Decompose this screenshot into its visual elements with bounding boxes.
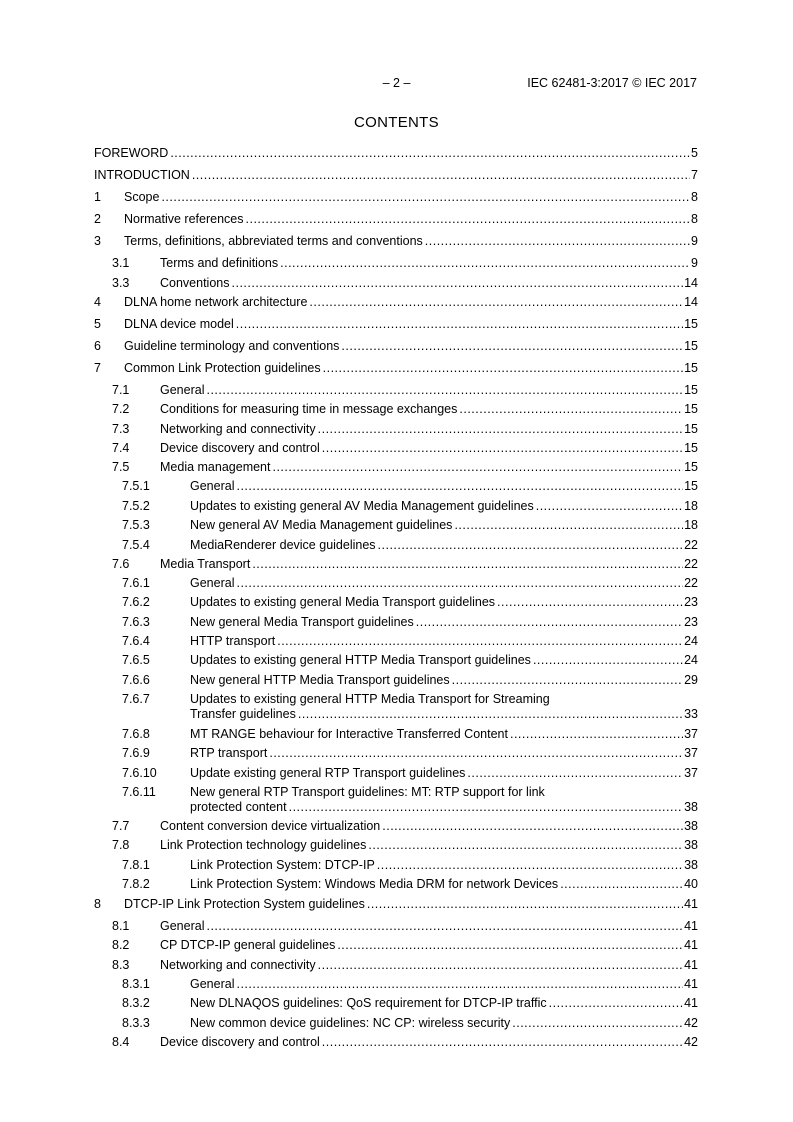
toc-entry-page: 9 bbox=[691, 234, 698, 248]
toc-entry-title: Networking and connectivity bbox=[160, 958, 316, 972]
toc-entry[interactable] bbox=[94, 460, 698, 475]
toc-entry-title: New common device guidelines: NC CP: wireless security bbox=[190, 1016, 511, 1030]
toc-entry-page: 8 bbox=[691, 212, 698, 226]
toc-entry[interactable] bbox=[94, 276, 698, 291]
toc-entry[interactable] bbox=[94, 422, 698, 437]
dot-leader bbox=[206, 383, 683, 398]
dot-leader bbox=[280, 256, 690, 271]
toc-entry-page: 41 bbox=[684, 996, 698, 1010]
toc-entry-title: DTCP-IP Link Protection System guidelines bbox=[124, 897, 365, 911]
dot-leader bbox=[368, 838, 683, 853]
toc-entry-number: 8.3.3 bbox=[122, 1016, 150, 1030]
toc-entry-title: General bbox=[160, 919, 205, 933]
toc-entry-title: General bbox=[190, 977, 235, 991]
toc-entry[interactable] bbox=[94, 858, 698, 873]
dot-leader bbox=[549, 996, 683, 1011]
toc-entry-page: 15 bbox=[684, 402, 698, 416]
toc-entry-title: MT RANGE behaviour for Interactive Transferred Content bbox=[190, 727, 508, 741]
toc-entry-number: 7.6.3 bbox=[122, 615, 150, 629]
dot-leader bbox=[416, 615, 683, 630]
standard-reference: IEC 62481-3:2017 © IEC 2017 bbox=[527, 76, 697, 90]
dot-leader bbox=[272, 460, 683, 475]
toc-entry-number: 3 bbox=[94, 234, 101, 248]
toc-entry[interactable] bbox=[94, 146, 698, 161]
toc-entry-title-line: New general RTP Transport guidelines: MT: RTP support for link bbox=[190, 785, 545, 799]
toc-entry-page: 41 bbox=[684, 919, 698, 933]
dot-leader bbox=[322, 441, 683, 456]
toc-entry-number: 8.4 bbox=[112, 1035, 130, 1049]
dot-leader bbox=[341, 339, 683, 354]
toc-entry[interactable] bbox=[94, 673, 698, 688]
toc-entry-number: 7.6.1 bbox=[122, 576, 150, 590]
toc-entry[interactable] bbox=[94, 383, 698, 398]
dot-leader bbox=[269, 746, 683, 761]
toc-entry[interactable] bbox=[94, 958, 698, 973]
toc-entry-page: 38 bbox=[684, 858, 698, 872]
toc-entry-page: 15 bbox=[684, 422, 698, 436]
toc-entry-number: 7.8.2 bbox=[122, 877, 150, 891]
toc-entry-title: HTTP transport bbox=[190, 634, 276, 648]
toc-entry-page: 38 bbox=[684, 800, 698, 814]
dot-leader bbox=[236, 977, 683, 992]
dot-leader bbox=[298, 707, 683, 722]
toc-entry[interactable] bbox=[94, 499, 698, 514]
toc-entry-number: 1 bbox=[94, 190, 101, 204]
toc-entry-title: General bbox=[190, 576, 235, 590]
toc-entry[interactable] bbox=[94, 168, 698, 183]
toc-entry-title: New DLNAQOS guidelines: QoS requirement for DTCP-IP traffic bbox=[190, 996, 547, 1010]
toc-entry-number: 7.8 bbox=[112, 838, 130, 852]
toc-entry-title: Scope bbox=[124, 190, 160, 204]
dot-leader bbox=[318, 958, 683, 973]
toc-entry-number: 7.5.3 bbox=[122, 518, 150, 532]
toc-entry-number: 7 bbox=[94, 361, 101, 375]
dot-leader bbox=[467, 766, 683, 781]
toc-entry-page: 29 bbox=[684, 673, 698, 687]
dot-leader bbox=[337, 938, 683, 953]
toc-entry-page: 22 bbox=[684, 538, 698, 552]
toc-entry-number: 7.3 bbox=[112, 422, 130, 436]
toc-entry-title: Link Protection System: DTCP-IP bbox=[190, 858, 375, 872]
toc-entry[interactable] bbox=[94, 977, 698, 992]
toc-entry-page: 22 bbox=[684, 576, 698, 590]
toc-entry-title: CP DTCP-IP general guidelines bbox=[160, 938, 336, 952]
toc-entry-title: Terms and definitions bbox=[160, 256, 279, 270]
toc-entry[interactable] bbox=[94, 256, 698, 271]
toc-entry-title: Media management bbox=[160, 460, 271, 474]
toc-entry[interactable] bbox=[94, 653, 698, 668]
dot-leader bbox=[206, 919, 683, 934]
toc-entry-number: 7.6.5 bbox=[122, 653, 150, 667]
toc-entry[interactable] bbox=[94, 938, 698, 953]
toc-entry-number: 7.8.1 bbox=[122, 858, 150, 872]
toc-entry-title: General bbox=[190, 479, 235, 493]
toc-entry-page: 41 bbox=[684, 977, 698, 991]
dot-leader bbox=[382, 819, 683, 834]
toc-entry-title: Content conversion device virtualization bbox=[160, 819, 381, 833]
dot-leader bbox=[323, 361, 683, 376]
toc-entry-page: 15 bbox=[684, 361, 698, 375]
toc-entry[interactable] bbox=[94, 212, 698, 227]
toc-entry[interactable] bbox=[94, 766, 698, 781]
toc-entry-page: 18 bbox=[684, 518, 698, 532]
toc-entry-number: 7.6.8 bbox=[122, 727, 150, 741]
toc-entry-page: 15 bbox=[684, 339, 698, 353]
toc-entry-number: 3.3 bbox=[112, 276, 130, 290]
dot-leader bbox=[497, 595, 683, 610]
toc-entry[interactable] bbox=[94, 877, 698, 892]
dot-leader bbox=[454, 518, 683, 533]
toc-entry-page: 23 bbox=[684, 595, 698, 609]
toc-entry-number: 7.6.4 bbox=[122, 634, 150, 648]
toc-entry-number: 8.1 bbox=[112, 919, 130, 933]
toc-entry-number: 7.4 bbox=[112, 441, 130, 455]
dot-leader bbox=[377, 858, 683, 873]
toc-entry-title: Device discovery and control bbox=[160, 441, 320, 455]
toc-entry-title: RTP transport bbox=[190, 746, 268, 760]
toc-entry[interactable] bbox=[94, 692, 698, 722]
toc-entry-number: 8.3 bbox=[112, 958, 130, 972]
dot-leader bbox=[236, 576, 683, 591]
toc-entry-title: New general HTTP Media Transport guidelines bbox=[190, 673, 450, 687]
dot-leader bbox=[536, 499, 683, 514]
dot-leader bbox=[236, 479, 683, 494]
toc-entry-page: 22 bbox=[684, 557, 698, 571]
toc-entry-title: protected content bbox=[190, 800, 287, 814]
toc-entry[interactable] bbox=[94, 295, 698, 310]
toc-entry-number: 2 bbox=[94, 212, 101, 226]
toc-entry[interactable] bbox=[94, 441, 698, 456]
dot-leader bbox=[170, 146, 690, 161]
toc-entry-page: 7 bbox=[691, 168, 698, 182]
toc-entry-title: Networking and connectivity bbox=[160, 422, 316, 436]
dot-leader bbox=[560, 877, 683, 892]
toc-entry-number: 4 bbox=[94, 295, 101, 309]
toc-entry-number: 7.2 bbox=[112, 402, 130, 416]
toc-entry-page: 18 bbox=[684, 499, 698, 513]
toc-entry[interactable] bbox=[94, 576, 698, 591]
toc-entry-page: 41 bbox=[684, 897, 698, 911]
dot-leader bbox=[322, 1035, 683, 1050]
toc-entry[interactable] bbox=[94, 317, 698, 332]
toc-entry-page: 15 bbox=[684, 460, 698, 474]
dot-leader bbox=[232, 276, 684, 291]
toc-entry-title: Link Protection System: Windows Media DRM for network Devices bbox=[190, 877, 559, 891]
page-number: – 2 – bbox=[382, 76, 411, 90]
toc-entry-title: Updates to existing general AV Media Management guidelines bbox=[190, 499, 534, 513]
dot-leader bbox=[309, 295, 683, 310]
toc-entry-page: 33 bbox=[684, 707, 698, 721]
toc-entry[interactable] bbox=[94, 897, 698, 912]
toc-entry[interactable] bbox=[94, 996, 698, 1011]
toc-entry-number: 7.5 bbox=[112, 460, 130, 474]
dot-leader bbox=[252, 557, 683, 572]
toc-entry-title: INTRODUCTION bbox=[94, 168, 190, 182]
page-title: CONTENTS bbox=[354, 114, 439, 131]
toc-entry-title: New general AV Media Management guidelines bbox=[190, 518, 453, 532]
toc-entry[interactable] bbox=[94, 557, 698, 572]
toc-entry-title: Normative references bbox=[124, 212, 244, 226]
toc-entry-page: 38 bbox=[684, 838, 698, 852]
toc-entry-number: 7.6.11 bbox=[122, 785, 156, 799]
toc-entry[interactable] bbox=[94, 518, 698, 533]
toc-entry[interactable] bbox=[94, 919, 698, 934]
toc-entry[interactable] bbox=[94, 785, 698, 815]
toc-entry[interactable] bbox=[94, 838, 698, 853]
toc-entry-title: DLNA device model bbox=[124, 317, 234, 331]
toc-entry-page: 24 bbox=[684, 653, 698, 667]
toc-entry[interactable] bbox=[94, 634, 698, 649]
toc-entry-title: MediaRenderer device guidelines bbox=[190, 538, 376, 552]
toc-entry[interactable] bbox=[94, 746, 698, 761]
toc-entry-page: 41 bbox=[684, 938, 698, 952]
dot-leader bbox=[459, 402, 683, 417]
toc-entry-number: 7.6 bbox=[112, 557, 130, 571]
toc-entry-number: 3.1 bbox=[112, 256, 130, 270]
dot-leader bbox=[236, 317, 683, 332]
dot-leader bbox=[452, 673, 683, 688]
toc-entry-number: 8.3.1 bbox=[122, 977, 150, 991]
toc-entry-title: Terms, definitions, abbreviated terms and conventions bbox=[124, 234, 423, 248]
toc-entry-number: 8.3.2 bbox=[122, 996, 150, 1010]
toc-entry-title: Link Protection technology guidelines bbox=[160, 838, 367, 852]
dot-leader bbox=[289, 800, 683, 815]
toc-entry-page: 38 bbox=[684, 819, 698, 833]
toc-entry-page: 41 bbox=[684, 958, 698, 972]
dot-leader bbox=[318, 422, 683, 437]
dot-leader bbox=[161, 190, 690, 205]
toc-entry-title: Guideline terminology and conventions bbox=[124, 339, 340, 353]
toc-entry-number: 8 bbox=[94, 897, 101, 911]
toc-entry-page: 23 bbox=[684, 615, 698, 629]
toc-entry-page: 24 bbox=[684, 634, 698, 648]
dot-leader bbox=[277, 634, 683, 649]
toc-entry-title: FOREWORD bbox=[94, 146, 169, 160]
toc-entry-page: 9 bbox=[691, 256, 698, 270]
toc-entry-number: 5 bbox=[94, 317, 101, 331]
toc-entry-page: 42 bbox=[684, 1035, 698, 1049]
toc-entry-number: 7.1 bbox=[112, 383, 130, 397]
toc-entry-page: 37 bbox=[684, 766, 698, 780]
toc-entry-title: Conditions for measuring time in message exchanges bbox=[160, 402, 458, 416]
toc-entry-number: 7.6.10 bbox=[122, 766, 157, 780]
toc-entry[interactable] bbox=[94, 234, 698, 249]
toc-entry[interactable] bbox=[94, 727, 698, 742]
dot-leader bbox=[512, 1016, 683, 1031]
toc-entry-page: 42 bbox=[684, 1016, 698, 1030]
toc-entry-number: 7.5.4 bbox=[122, 538, 150, 552]
dot-leader bbox=[510, 727, 683, 742]
dot-leader bbox=[533, 653, 683, 668]
dot-leader bbox=[378, 538, 684, 553]
toc-entry-page: 5 bbox=[691, 146, 698, 160]
dot-leader bbox=[425, 234, 690, 249]
toc-entry[interactable] bbox=[94, 1016, 698, 1031]
toc-entry-page: 8 bbox=[691, 190, 698, 204]
toc-entry-page: 37 bbox=[684, 727, 698, 741]
toc-entry-page: 14 bbox=[684, 295, 698, 309]
dot-leader bbox=[246, 212, 691, 227]
toc-entry-title: Common Link Protection guidelines bbox=[124, 361, 321, 375]
toc-entry-title: New general Media Transport guidelines bbox=[190, 615, 414, 629]
toc-entry-number: 7.6.6 bbox=[122, 673, 150, 687]
dot-leader bbox=[192, 168, 690, 183]
toc-entry-page: 15 bbox=[684, 383, 698, 397]
toc-entry[interactable] bbox=[94, 190, 698, 205]
toc-entry[interactable] bbox=[94, 361, 698, 376]
dot-leader bbox=[367, 897, 683, 912]
toc-entry[interactable] bbox=[94, 819, 698, 834]
toc-entry-title: Conventions bbox=[160, 276, 230, 290]
toc-entry-number: 7.6.2 bbox=[122, 595, 150, 609]
toc-entry-number: 7.5.1 bbox=[122, 479, 150, 493]
toc-entry[interactable] bbox=[94, 402, 698, 417]
toc-entry-number: 8.2 bbox=[112, 938, 130, 952]
toc-entry-number: 7.7 bbox=[112, 819, 130, 833]
toc-entry-page: 15 bbox=[684, 479, 698, 493]
toc-entry-title: Device discovery and control bbox=[160, 1035, 320, 1049]
toc-entry-title: Update existing general RTP Transport guidelines bbox=[190, 766, 466, 780]
toc-entry-title: Transfer guidelines bbox=[190, 707, 296, 721]
toc-entry-page: 14 bbox=[684, 276, 698, 290]
toc-entry-number: 7.6.9 bbox=[122, 746, 150, 760]
toc-entry-number: 7.5.2 bbox=[122, 499, 150, 513]
toc-entry-title: DLNA home network architecture bbox=[124, 295, 308, 309]
toc-entry-title: Media Transport bbox=[160, 557, 251, 571]
toc-entry[interactable] bbox=[94, 1035, 698, 1050]
toc-entry-page: 15 bbox=[684, 317, 698, 331]
toc-entry-number: 6 bbox=[94, 339, 101, 353]
toc-entry-title: General bbox=[160, 383, 205, 397]
toc-entry-number: 7.6.7 bbox=[122, 692, 150, 706]
toc-entry[interactable] bbox=[94, 595, 698, 610]
toc-entry-title-line: Updates to existing general HTTP Media Transport for Streaming bbox=[190, 692, 550, 706]
toc-entry[interactable] bbox=[94, 339, 698, 354]
toc-entry[interactable] bbox=[94, 615, 698, 630]
toc-entry-title: Updates to existing general Media Transport guidelines bbox=[190, 595, 496, 609]
toc-entry-title: Updates to existing general HTTP Media Transport guidelines bbox=[190, 653, 531, 667]
toc-entry[interactable] bbox=[94, 479, 698, 494]
toc-entry-page: 40 bbox=[684, 877, 698, 891]
toc-entry-page: 37 bbox=[684, 746, 698, 760]
toc-entry-page: 15 bbox=[684, 441, 698, 455]
toc-entry[interactable] bbox=[94, 538, 698, 553]
